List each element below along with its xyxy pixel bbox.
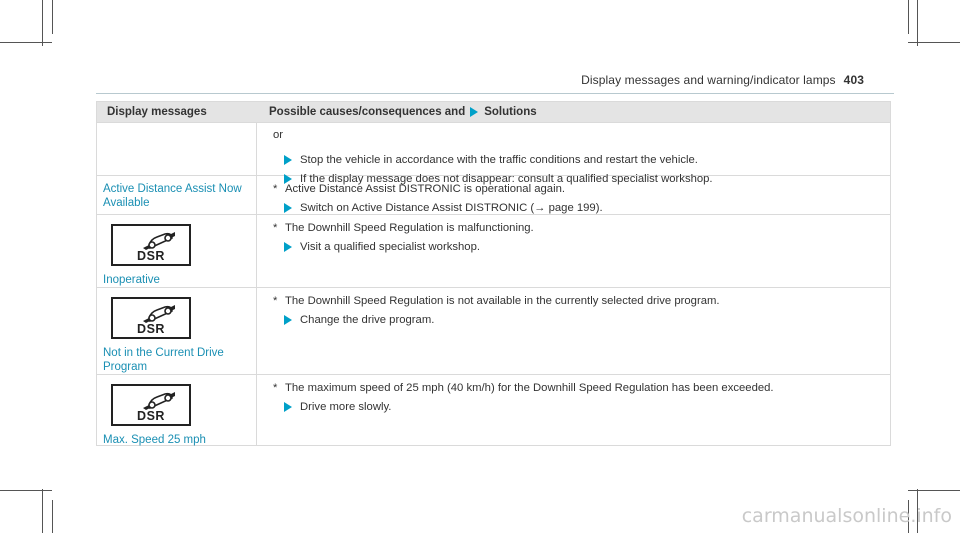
- crop-mark: [908, 490, 960, 491]
- page-number: 403: [843, 73, 864, 87]
- col-header-display-messages: Display messages: [107, 106, 207, 118]
- solution-arrow-icon: [284, 155, 292, 165]
- table-row: [97, 287, 890, 374]
- crop-mark: [0, 42, 52, 43]
- page-header-title: Display messages and warning/indicator lamps: [581, 73, 836, 87]
- solution-arrow-icon: [284, 242, 292, 252]
- crop-mark: [917, 0, 918, 46]
- step-text: Drive more slowly.: [300, 401, 392, 413]
- page-header: [581, 73, 864, 87]
- cause-line: [273, 294, 890, 308]
- cause-line: [273, 182, 890, 196]
- message-cell: [97, 176, 257, 214]
- dsr-downhill-icon: [111, 297, 191, 339]
- plain-text: or: [273, 129, 284, 141]
- plain-line: [273, 128, 890, 142]
- display-message: Active Distance Assist Now Available: [103, 183, 242, 209]
- solution-step: [273, 240, 890, 254]
- solution-step: [273, 400, 890, 414]
- dsr-label: DSR: [137, 409, 165, 423]
- crop-mark: [908, 0, 909, 34]
- col-header-solutions: Solutions: [484, 106, 537, 118]
- solution-step: [273, 201, 890, 215]
- step-text: Visit a qualified specialist workshop.: [300, 241, 481, 253]
- header-rule: [96, 93, 894, 94]
- solution-arrow-icon: [284, 402, 292, 412]
- dsr-downhill-icon: [111, 384, 191, 426]
- crop-mark: [52, 0, 53, 34]
- cause-text: The maximum speed of 25 mph (40 km/h) for the Downhill Speed Regulation has been exceeded.: [285, 382, 774, 394]
- message-cell: [97, 123, 257, 175]
- solution-arrow-icon: [470, 107, 478, 117]
- display-message: Max. Speed 25 mph: [103, 434, 206, 446]
- watermark: carmanualsonline.info: [741, 505, 952, 527]
- display-message: Not in the Current Drive Program: [103, 347, 224, 373]
- message-cell: [97, 375, 257, 445]
- cause-star: *: [273, 382, 278, 394]
- step-text: Stop the vehicle in accordance with the traffic conditions and restart the vehicle.: [300, 154, 698, 166]
- table-header: [97, 102, 890, 122]
- solution-arrow-icon: [284, 203, 292, 213]
- step-text: If the display message does not disappear: consult a qualified specialist workshop.: [300, 173, 713, 185]
- dsr-downhill-icon: [111, 224, 191, 266]
- dsr-label: DSR: [137, 322, 165, 336]
- cause-line: [273, 221, 890, 235]
- crop-mark: [42, 489, 43, 533]
- solution-step: [273, 313, 890, 327]
- solution-step: [273, 153, 890, 167]
- step-text: Switch on Active Distance Assist DISTRONIC (→ page 199).: [300, 202, 603, 214]
- crop-mark: [52, 500, 53, 533]
- step-text: Change the drive program.: [300, 314, 435, 326]
- cause-text: The Downhill Speed Regulation is not available in the currently selected drive program.: [285, 295, 720, 307]
- crop-mark: [0, 490, 52, 491]
- cause-star: *: [273, 295, 278, 307]
- table-row: [97, 122, 890, 185]
- cause-text: The Downhill Speed Regulation is malfunctioning.: [285, 222, 534, 234]
- causes-cell: [257, 375, 890, 445]
- cause-star: *: [273, 222, 278, 234]
- dsr-label: DSR: [137, 249, 165, 263]
- causes-cell: [257, 123, 890, 185]
- col-header-causes: Possible causes/consequences and: [269, 106, 466, 118]
- messages-table: [96, 101, 891, 446]
- causes-cell: [257, 215, 890, 287]
- causes-cell: [257, 288, 890, 374]
- solution-arrow-icon: [284, 315, 292, 325]
- message-cell: [97, 215, 257, 287]
- causes-cell: [257, 176, 890, 214]
- table-row: [97, 214, 890, 287]
- cause-text: Active Distance Assist DISTRONIC is operational again.: [285, 183, 566, 195]
- cause-star: *: [273, 183, 278, 195]
- message-cell: [97, 288, 257, 374]
- crop-mark: [908, 42, 960, 43]
- col-header-causes-solutions: [257, 106, 890, 118]
- cause-line: [273, 381, 890, 395]
- display-message: Inoperative: [103, 274, 160, 286]
- crop-mark: [42, 0, 43, 46]
- table-row: [97, 374, 890, 445]
